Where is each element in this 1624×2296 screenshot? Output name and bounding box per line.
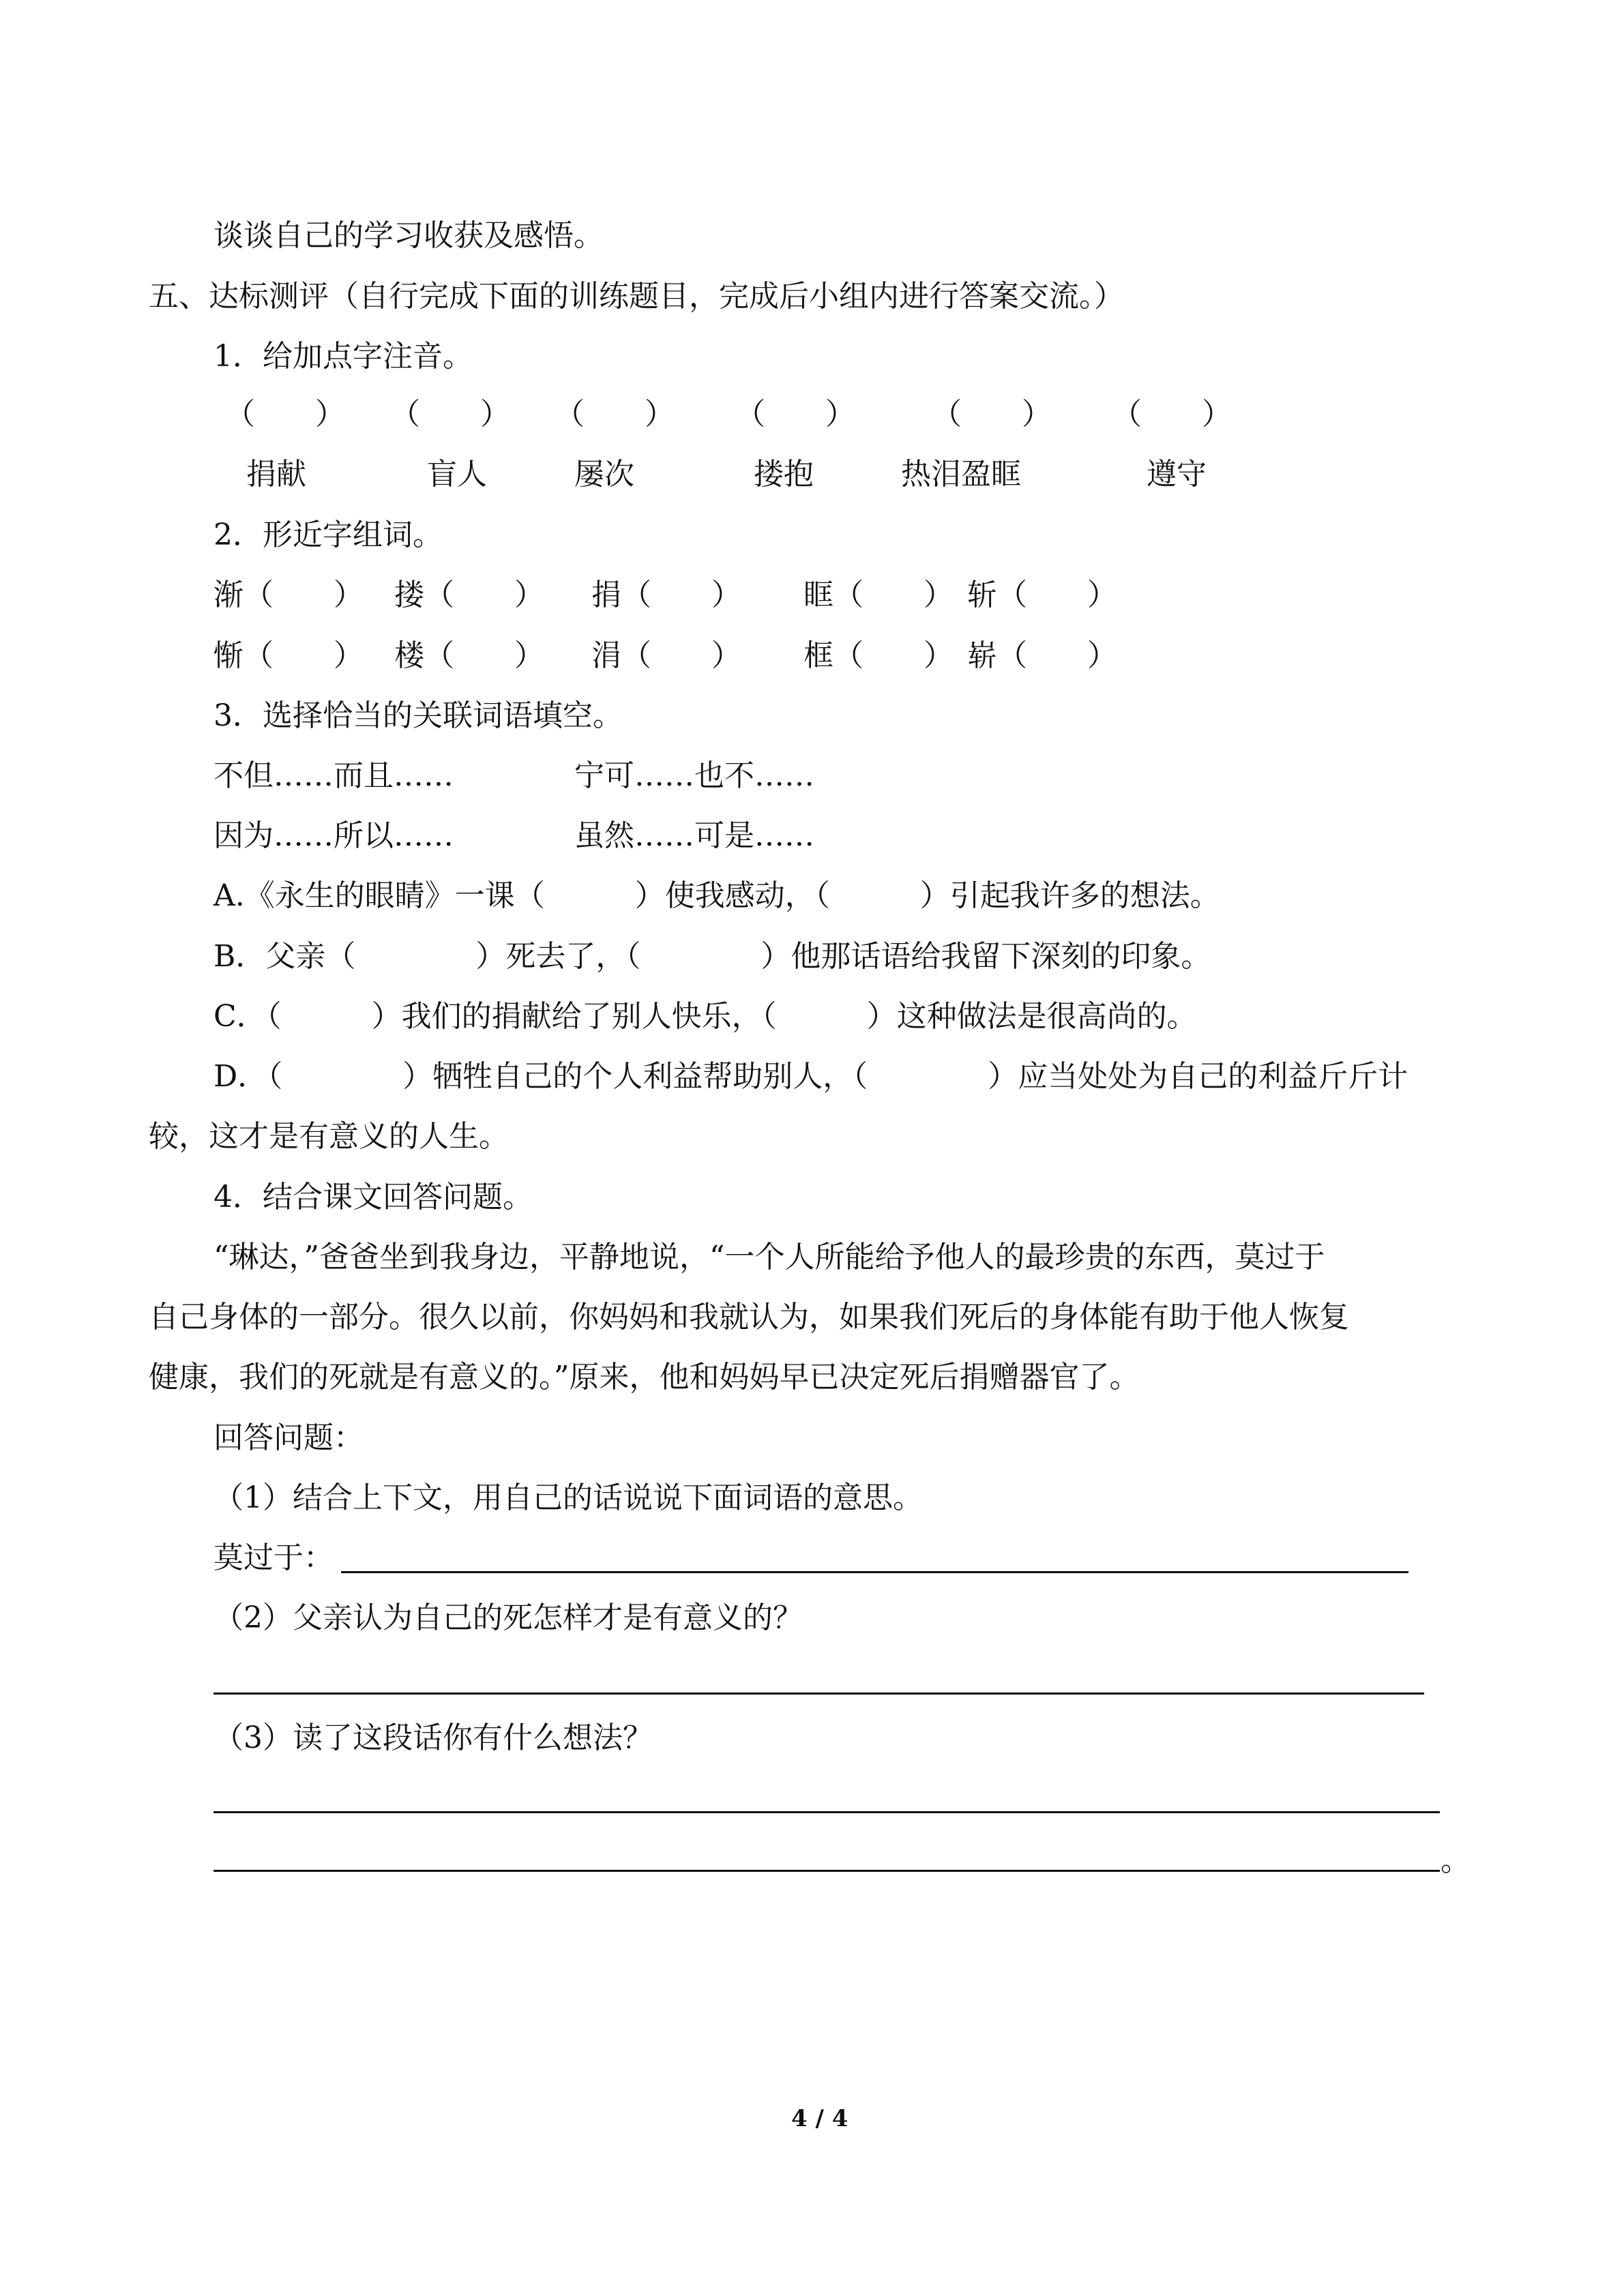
passage-line-2: 自己身体的一部分。很久以前，你妈妈和我就认为，如果我们死后的身体能有助于他人恢复 — [149, 1300, 1349, 1335]
pinyin-word: 热泪盈眶 — [901, 457, 1021, 492]
conjunction-pair: 因为……所以…… — [213, 818, 454, 853]
similar-chars-row-2 — [0, 636, 1624, 676]
similar-char-item[interactable]: 渐（ ） — [213, 578, 364, 612]
sub-question-3: （3）读了这段话你有什么想法？ — [213, 1720, 653, 1755]
conjunction-row-2 — [0, 816, 1624, 856]
answer-line-3a[interactable] — [213, 1811, 1440, 1813]
pinyin-bracket[interactable]: （ ） — [390, 397, 510, 432]
pinyin-bracket[interactable]: （ ） — [735, 397, 855, 432]
pinyin-word: 盲人 — [427, 457, 487, 492]
similar-char-item[interactable]: 框（ ） — [803, 638, 954, 673]
similar-char-item[interactable]: 斩（ ） — [967, 578, 1117, 612]
question-2-title: 2．形近字组词。 — [213, 518, 443, 552]
answer-line-3b[interactable] — [213, 1870, 1440, 1872]
answer-line-2[interactable] — [213, 1693, 1424, 1695]
pinyin-word: 搂抱 — [754, 457, 814, 492]
pinyin-bracket[interactable]: （ ） — [932, 397, 1052, 432]
question-3-title: 3．选择恰当的关联词语填空。 — [213, 698, 623, 733]
pinyin-bracket[interactable]: （ ） — [1112, 397, 1232, 432]
similar-char-item[interactable]: 捐（ ） — [591, 578, 741, 612]
pinyin-word: 遵守 — [1147, 457, 1207, 492]
similar-char-item[interactable]: 搂（ ） — [394, 578, 544, 612]
similar-char-item[interactable]: 崭（ ） — [967, 638, 1117, 673]
intro-line: 谈谈自己的学习收获及感悟。 — [213, 218, 604, 253]
sub-question-1: （1）结合上下文，用自己的话说说下面词语的意思。 — [213, 1480, 923, 1515]
question-1-title: 1．给加点字注音。 — [213, 339, 473, 374]
question-3d-continued: 较，这才是有意义的人生。 — [149, 1119, 509, 1154]
conjunction-row-1 — [0, 756, 1624, 796]
conjunction-pair: 宁可……也不…… — [574, 758, 814, 793]
similar-char-item[interactable]: 楼（ ） — [394, 638, 544, 673]
pinyin-bracket[interactable]: （ ） — [555, 397, 675, 432]
answer-heading: 回答问题： — [213, 1420, 364, 1455]
section-five-heading: 五、达标测评（自行完成下面的训练题目，完成后小组内进行答案交流。） — [149, 279, 1124, 314]
similar-char-item[interactable]: 涓（ ） — [591, 638, 741, 673]
question-3a: A.《永生的眼睛》一课（ ）使我感动，（ ）引起我许多的想法。 — [213, 878, 1220, 913]
similar-char-item[interactable]: 眶（ ） — [803, 578, 954, 612]
question-3b: B．父亲（ ）死去了，（ ）他那话语给我留下深刻的印象。 — [213, 939, 1211, 974]
answer-line-1[interactable] — [341, 1571, 1408, 1573]
similar-chars-row-1 — [0, 575, 1624, 616]
conjunction-pair: 不但……而且…… — [213, 758, 454, 793]
final-period: 。 — [1441, 1843, 1471, 1878]
passage-line-3: 健康，我们的死就是有意义的。”原来，他和妈妈早已决定死后捐赠器官了。 — [149, 1360, 1140, 1395]
pinyin-word: 屡次 — [574, 457, 634, 492]
pinyin-bracket-row — [0, 394, 1624, 435]
similar-char-item[interactable]: 惭（ ） — [213, 638, 364, 673]
pinyin-bracket[interactable]: （ ） — [225, 397, 345, 432]
conjunction-pair: 虽然……可是…… — [574, 818, 814, 853]
sub-question-1-label: 莫过于： — [213, 1540, 334, 1575]
question-3d: D．（ ）牺牲自己的个人利益帮助别人，（ ）应当处处为自己的利益斤斤计 — [213, 1059, 1408, 1094]
sub-question-2: （2）父亲认为自己的死怎样才是有意义的？ — [213, 1600, 803, 1635]
question-4-title: 4．结合课文回答问题。 — [213, 1180, 533, 1214]
question-3c: C．（ ）我们的捐献给了别人快乐，（ ）这种做法是很高尚的。 — [213, 999, 1197, 1034]
page-number: 4 / 4 — [791, 2105, 848, 2132]
passage-line-1: “琳达，”爸爸坐到我身边，平静地说，“一个人所能给予他人的最珍贵的东西，莫过于 — [213, 1240, 1325, 1274]
pinyin-word: 捐献 — [246, 457, 306, 492]
pinyin-word-row — [0, 454, 1624, 495]
